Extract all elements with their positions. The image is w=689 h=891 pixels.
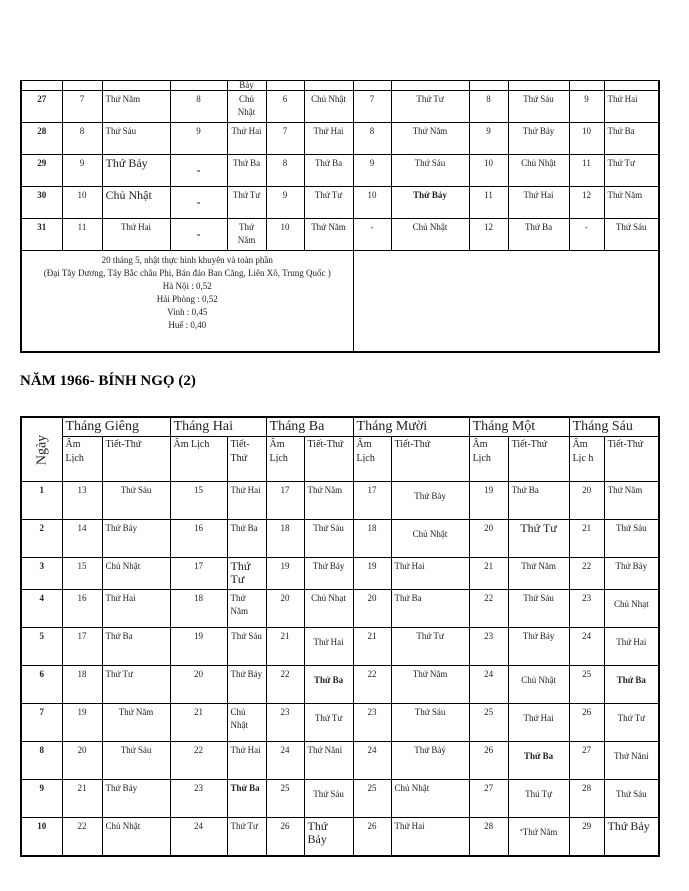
subheader: Âm Lịch — [469, 437, 508, 482]
month-header: Tháng Một — [469, 417, 569, 437]
weekday-cell: Thứ Hai — [227, 742, 266, 780]
weekday-cell: Thứ Nănỉ — [304, 742, 353, 780]
weekday-cell: Chủ Nhật — [227, 704, 266, 742]
lunar-cell: 22 — [353, 666, 391, 704]
lunar-cell: 9 — [62, 155, 102, 187]
day-cell: 2 — [21, 520, 62, 558]
lunar-cell: 6 — [266, 91, 304, 123]
month-header: Tháng Giêng — [62, 417, 170, 437]
weekday-cell: Chủ Nhật — [102, 818, 170, 857]
weekday-cell: Thứ Sáu — [604, 219, 659, 251]
eclipse-note — [21, 251, 353, 353]
weekday-cell: Thứ Bảy — [227, 666, 266, 704]
month-header: Tháng Mười — [353, 417, 469, 437]
weekday-cell: Chủ Nhật — [102, 187, 170, 219]
weekday-cell: Thứ Năm — [604, 187, 659, 219]
lunar-cell: 15 — [62, 558, 102, 590]
lunar-cell: 25 — [266, 780, 304, 818]
lunar-cell: 19 — [469, 482, 508, 520]
note-line: Huế : 0,40 — [168, 320, 207, 330]
lunar-cell: 23 — [353, 704, 391, 742]
weekday-cell: Thứ Hai — [227, 482, 266, 520]
day-cell: 29 — [21, 155, 62, 187]
lunar-cell: 20 — [170, 666, 227, 704]
table-row — [21, 155, 659, 187]
lunar-cell: 22 — [62, 818, 102, 857]
lunar-cell: 16 — [170, 520, 227, 558]
day-cell: 3 — [21, 558, 62, 590]
lunar-cell: 8 — [62, 123, 102, 155]
weekday-cell: Thứ Ba — [508, 219, 569, 251]
calendar-table-continued — [20, 80, 660, 353]
weekday-cell: Chủ Nhạt — [604, 590, 659, 628]
weekday-cell: Thứ Bảy — [508, 628, 569, 666]
weekday-cell: Thứ Sáu — [508, 91, 569, 123]
lunar-cell: 23 — [469, 628, 508, 666]
weekday-cell: Thứ Bảy — [508, 123, 569, 155]
weekday-cell: Thứ Tư — [604, 704, 659, 742]
eclipse-note-row — [21, 251, 659, 353]
lunar-cell: 19 — [62, 704, 102, 742]
lunar-cell: 25 — [469, 704, 508, 742]
day-cell: 31 — [21, 219, 62, 251]
lunar-cell: 22 — [469, 590, 508, 628]
lunar-cell: 17 — [170, 558, 227, 590]
weekday-cell: Thứ Hai — [604, 91, 659, 123]
note-line: Vinh : 0,45 — [167, 307, 208, 317]
lunar-cell: 10 — [569, 123, 604, 155]
table-row — [21, 123, 659, 155]
subheader: Âm Lịch — [170, 437, 227, 482]
weekday-cell: Thứ Ba — [227, 520, 266, 558]
subheader: Âm Lịc h — [569, 437, 604, 482]
section-title: NĂM 1966- BÍNH NGỌ (2) — [20, 373, 196, 389]
weekday-cell: Chủ Nhật — [227, 91, 266, 123]
weekday-cell: Thứ Năm — [391, 123, 469, 155]
weekday-cell: Thứ Sáu — [304, 780, 353, 818]
lunar-cell: 26 — [266, 818, 304, 857]
lunar-cell: 20 — [569, 482, 604, 520]
weekday-cell: Thứ Hai — [227, 123, 266, 155]
lunar-cell: 21 — [469, 558, 508, 590]
lunar-cell: 19 — [170, 628, 227, 666]
weekday-cell: Thứ Nănỉ — [604, 742, 659, 780]
weekday-cell: Thứ Tư — [391, 628, 469, 666]
lunar-cell: 7 — [266, 123, 304, 155]
lunar-cell: 9 — [353, 155, 391, 187]
stray-mark: * — [519, 829, 523, 835]
weekday-cell: Thứ Ba — [304, 666, 353, 704]
subheader-row — [21, 437, 659, 482]
month-header: Tháng Sáu — [569, 417, 659, 437]
lunar-cell: - — [170, 219, 227, 251]
lunar-cell: 7 — [353, 91, 391, 123]
weekday-cell: Thứ Tư — [604, 155, 659, 187]
lunar-cell: 18 — [353, 520, 391, 558]
lunar-cell: 10 — [353, 187, 391, 219]
weekday-cell: Thứ Hai — [304, 628, 353, 666]
lunar-cell: - — [353, 219, 391, 251]
lunar-cell: 7 — [62, 91, 102, 123]
weekday-cell: Thứ Tư — [227, 558, 266, 590]
table-row — [21, 590, 659, 628]
lunar-cell: 20 — [353, 590, 391, 628]
weekday-cell: Thú Tự — [508, 780, 569, 818]
lunar-cell: 21 — [353, 628, 391, 666]
table-row — [21, 742, 659, 780]
day-cell: 1 — [21, 482, 62, 520]
weekday-cell: Thứ Bảy — [102, 780, 170, 818]
subheader: Tiết-Thứ — [102, 437, 170, 482]
weekday-cell: Thứ Bảy — [304, 818, 353, 857]
weekday-cell: Thứ Tư — [304, 704, 353, 742]
weekday-cell: Thứ Ba — [102, 628, 170, 666]
weekday-cell: Thứ Hai — [102, 219, 170, 251]
weekday-cell: Thứ Hai — [304, 123, 353, 155]
subheader: Âm Lịch — [266, 437, 304, 482]
lunar-cell: 21 — [266, 628, 304, 666]
weekday-cell: Thứ Sáu — [102, 482, 170, 520]
weekday-cell: Thứ Tư — [508, 520, 569, 558]
weekday-cell: Thứ Năm — [508, 558, 569, 590]
lunar-cell: 18 — [170, 590, 227, 628]
table-row — [21, 558, 659, 590]
lunar-cell: 17 — [353, 482, 391, 520]
lunar-cell: 26 — [353, 818, 391, 857]
lunar-cell: 11 — [569, 155, 604, 187]
subheader: Âm Lịch — [353, 437, 391, 482]
lunar-cell: 18 — [62, 666, 102, 704]
day-cell: 5 — [21, 628, 62, 666]
lunar-cell: 28 — [569, 780, 604, 818]
table-row — [21, 818, 659, 857]
weekday-cell: Thứ Năm — [227, 590, 266, 628]
table-row — [21, 628, 659, 666]
note-line: (Đại Tây Dương, Tây Bắc châu Phi, Bán đảo Ban Căng, Liên Xô, Trung Quốc ) — [43, 268, 331, 278]
lunar-cell: 10 — [469, 155, 508, 187]
weekday-cell: Chủ Nhạt — [304, 590, 353, 628]
weekday-cell: Thứ Bảy — [102, 155, 170, 187]
weekday-cell: Thứ Sáu — [508, 590, 569, 628]
table-row — [21, 666, 659, 704]
weekday-cell: Chủ Nhật — [304, 91, 353, 123]
lunar-cell: 21 — [62, 780, 102, 818]
month-header: Tháng Hai — [170, 417, 266, 437]
weekday-cell: Thứ Bảỷ — [391, 742, 469, 780]
lunar-cell: 28 — [469, 818, 508, 857]
lunar-cell: 8 — [170, 91, 227, 123]
calendar-table-1966 — [20, 416, 660, 857]
weekday-cell: Thứ Ba — [604, 123, 659, 155]
lunar-cell: - — [170, 187, 227, 219]
weekday-cell: Chủ Nhật — [391, 780, 469, 818]
weekday-cell: Thứ Bảy — [391, 482, 469, 520]
weekday-cell: Thứ Năm — [604, 482, 659, 520]
weekday-cell: Thứ Năm — [391, 666, 469, 704]
day-cell: 7 — [21, 704, 62, 742]
empty-note-cell — [353, 251, 659, 353]
lunar-cell: 12 — [569, 187, 604, 219]
note-line: Hà Nội : 0,52 — [162, 281, 212, 291]
weekday-cell: Chủ Nhật — [508, 155, 569, 187]
lunar-cell: 14 — [62, 520, 102, 558]
weekday-cell: Thứ Bảy — [604, 558, 659, 590]
lunar-cell: 22 — [170, 742, 227, 780]
weekday-cell: Thứ Bảy — [604, 818, 659, 857]
table-row — [21, 219, 659, 251]
weekday-cell: Thứ Năm — [102, 91, 170, 123]
subheader: Âm Lịch — [62, 437, 102, 482]
lunar-cell: 11 — [469, 187, 508, 219]
weekday-cell: Thứ Tư — [102, 666, 170, 704]
lunar-cell: 24 — [469, 666, 508, 704]
day-cell: 6 — [21, 666, 62, 704]
lunar-cell: 19 — [266, 558, 304, 590]
lunar-cell: 8 — [266, 155, 304, 187]
day-cell: 27 — [21, 91, 62, 123]
lunar-cell: 20 — [62, 742, 102, 780]
day-cell: 30 — [21, 187, 62, 219]
note-line: 20 tháng 5, nhật thực hình khuyên và toàn phần — [101, 255, 273, 265]
lunar-cell: - — [170, 155, 227, 187]
lunar-cell: 10 — [266, 219, 304, 251]
weekday-cell: Thứ Sáu — [391, 155, 469, 187]
lunar-cell: 25 — [353, 780, 391, 818]
weekday-cell: Thứ Sáu — [102, 123, 170, 155]
weekday-cell: Thứ Bảy — [304, 558, 353, 590]
weekday-cell: Thứ Sáu — [227, 628, 266, 666]
lunar-cell: 26 — [469, 742, 508, 780]
note-line: Hải Phòng : 0,52 — [156, 294, 218, 304]
lunar-cell: 24 — [266, 742, 304, 780]
subheader: Tiết-Thứ — [391, 437, 469, 482]
lunar-cell: 19 — [353, 558, 391, 590]
lunar-cell: 10 — [62, 187, 102, 219]
day-cell: 10 — [21, 818, 62, 857]
weekday-cell: Thứ Sáu — [604, 520, 659, 558]
lunar-cell: 24 — [353, 742, 391, 780]
weekday-cell: Chủ Nhật — [391, 520, 469, 558]
weekday-cell: Thứ Sáu — [391, 704, 469, 742]
subheader: Tiết-Thứ — [604, 437, 659, 482]
weekday-cell: Thứ Ba — [604, 666, 659, 704]
weekday-cell: Thứ Năm — [304, 219, 353, 251]
weekday-cell: Thứ Hai — [508, 704, 569, 742]
weekday-text: Thứ Năm — [522, 827, 558, 837]
month-header: Tháng Ba — [266, 417, 353, 437]
lunar-cell: 22 — [569, 558, 604, 590]
table-row — [21, 780, 659, 818]
lunar-cell: 8 — [353, 123, 391, 155]
lunar-cell: 23 — [569, 590, 604, 628]
weekday-cell: Thứ Ba — [508, 742, 569, 780]
weekday-cell: Thứ Sáu — [304, 520, 353, 558]
lunar-cell: 17 — [62, 628, 102, 666]
weekday-cell: Thứ Tư — [227, 187, 266, 219]
lunar-cell: 9 — [469, 123, 508, 155]
weekday-cell: Thứ Tư — [304, 187, 353, 219]
weekday-cell: Thứ Ba — [227, 780, 266, 818]
lunar-cell: - — [569, 219, 604, 251]
lunar-cell: 21 — [170, 704, 227, 742]
lunar-cell: 20 — [266, 590, 304, 628]
weekday-cell: Thứ Hai — [391, 818, 469, 857]
subheader: Tiết-Thứ — [304, 437, 353, 482]
lunar-cell: 23 — [266, 704, 304, 742]
lunar-cell: 21 — [569, 520, 604, 558]
lunar-cell: 17 — [266, 482, 304, 520]
day-cell: 4 — [21, 590, 62, 628]
lunar-cell: 24 — [569, 628, 604, 666]
lunar-cell: 13 — [62, 482, 102, 520]
cell-fragment: Bảy — [227, 81, 266, 91]
lunar-cell: 18 — [266, 520, 304, 558]
lunar-cell: 26 — [569, 704, 604, 742]
calendar-body — [21, 482, 659, 857]
table-row — [21, 91, 659, 123]
table-row — [21, 482, 659, 520]
lunar-cell: 29 — [569, 818, 604, 857]
weekday-cell: Thứ Bảy — [102, 520, 170, 558]
table-row — [21, 187, 659, 219]
table-row — [21, 520, 659, 558]
weekday-cell: Thứ Tư — [227, 818, 266, 857]
day-cell: 8 — [21, 742, 62, 780]
lunar-cell: 15 — [170, 482, 227, 520]
lunar-cell: 22 — [266, 666, 304, 704]
weekday-cell: Thứ Tư — [391, 91, 469, 123]
lunar-cell: 9 — [170, 123, 227, 155]
lunar-cell: 9 — [569, 91, 604, 123]
month-header-row — [21, 417, 659, 437]
weekday-cell: Thứ Năm — [304, 482, 353, 520]
weekday-cell: Thứ Hai — [391, 558, 469, 590]
weekday-cell: Thứ Bảy — [391, 187, 469, 219]
subheader: Tiết-Thứ — [508, 437, 569, 482]
weekday-cell: Thứ Ba — [304, 155, 353, 187]
weekday-cell — [508, 818, 569, 857]
weekday-cell: Chủ Nhật — [391, 219, 469, 251]
weekday-cell: Thứ Hai — [102, 590, 170, 628]
weekday-cell: Thứ Hai — [604, 628, 659, 666]
lunar-cell: 27 — [469, 780, 508, 818]
lunar-cell: 9 — [266, 187, 304, 219]
day-column-header: Ngày — [21, 417, 62, 482]
weekday-cell: Thứ Ba — [508, 482, 569, 520]
weekday-cell: Thứ Ba — [391, 590, 469, 628]
table-row — [21, 704, 659, 742]
lunar-cell: 25 — [569, 666, 604, 704]
lunar-cell: 24 — [170, 818, 227, 857]
weekday-cell: Chủ Nhật — [102, 558, 170, 590]
weekday-cell: Thứ Năm — [227, 219, 266, 251]
weekday-cell: Thứ Hai — [508, 187, 569, 219]
weekday-cell: Chủ Nhật — [508, 666, 569, 704]
weekday-cell: Thứ Sáu — [604, 780, 659, 818]
day-cell: 28 — [21, 123, 62, 155]
lunar-cell: 20 — [469, 520, 508, 558]
lunar-cell: 23 — [170, 780, 227, 818]
lunar-cell: 8 — [469, 91, 508, 123]
table-row-fragment — [21, 81, 659, 91]
lunar-cell: 16 — [62, 590, 102, 628]
subheader: Tiết-Thứ — [227, 437, 266, 482]
lunar-cell: 27 — [569, 742, 604, 780]
lunar-cell: 11 — [62, 219, 102, 251]
weekday-cell: Thứ Ba — [227, 155, 266, 187]
lunar-cell: 12 — [469, 219, 508, 251]
weekday-cell: Thứ Năm — [102, 704, 170, 742]
weekday-cell: Thứ Sáu — [102, 742, 170, 780]
day-cell: 9 — [21, 780, 62, 818]
